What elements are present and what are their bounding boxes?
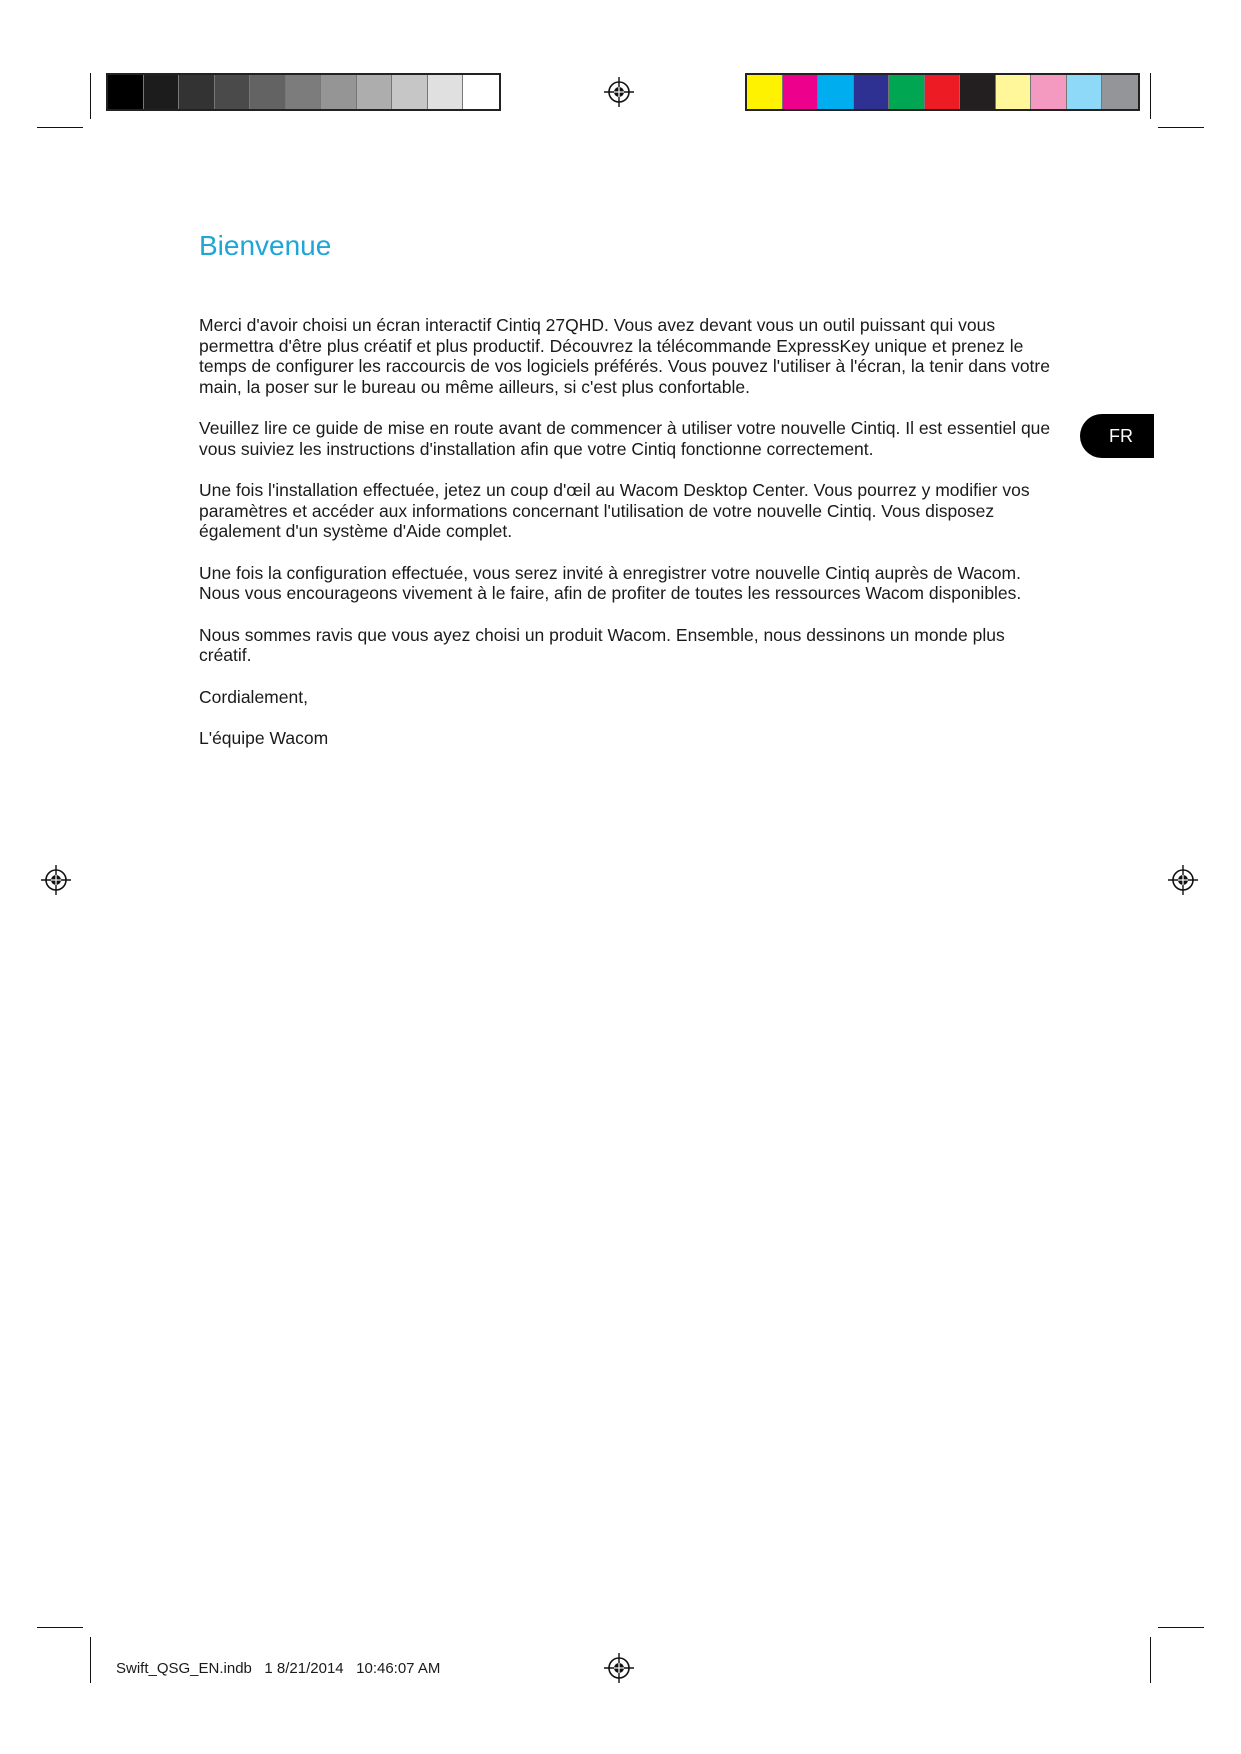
color-swatch [854, 75, 890, 109]
color-swatch [925, 75, 961, 109]
crop-mark [37, 127, 83, 128]
crop-mark [1150, 1637, 1151, 1683]
gray-swatch [144, 75, 180, 109]
gray-swatch [108, 75, 144, 109]
color-swatch [889, 75, 925, 109]
color-swatch [1102, 75, 1138, 109]
registration-target-icon [1167, 864, 1199, 896]
gray-swatch [357, 75, 393, 109]
gray-swatch [321, 75, 357, 109]
body-text [199, 315, 1059, 770]
gray-swatch [250, 75, 286, 109]
paragraph: Merci d'avoir choisi un écran interactif Cintiq 27QHD. Vous avez devant vous un outil puissant qui vous permettra d'être plus créatif et plus productif. Découvrez la télécommande ExpressKey unique et prenez le temps de configurer les raccourcis de vos logiciels préférés. Vous pouvez l'utiliser à l'écran, la tenir dans votre main, la poser sur le bureau ou même ailleurs, si c'est plus confortable. [199, 315, 1050, 397]
color-swatch [747, 75, 783, 109]
crop-mark [1150, 73, 1151, 119]
paragraph: Une fois l'installation effectuée, jetez un coup d'œil au Wacom Desktop Center. Vous pourrez y modifier vos paramètres et accéder aux informations concernant l'utilisation de votre nouvelle Cintiq. Vous disposez également d'un système d'Aide complet. [199, 480, 1030, 541]
paragraph: Nous sommes ravis que vous ayez choisi un produit Wacom. Ensemble, nous dessinons un monde plus créatif. [199, 624, 1005, 665]
crop-mark [90, 73, 91, 119]
color-swatch [996, 75, 1032, 109]
registration-target-icon [603, 76, 635, 108]
paragraph: Une fois la configuration effectuée, vous serez invité à enregistrer votre nouvelle Cintiq auprès de Wacom. Nous vous encourageons vivement à le faire, afin de profiter de toutes les ressources Wacom disponibles. [199, 562, 1022, 603]
registration-target-icon [40, 864, 72, 896]
crop-mark [1158, 127, 1204, 128]
color-swatch [960, 75, 996, 109]
gray-swatch [179, 75, 215, 109]
paragraph: Veuillez lire ce guide de mise en route avant de commencer à utiliser votre nouvelle Cintiq. Il est essentiel que vous suiviez les instructions d'installation afin que votre Cintiq fonctionne correctement. [199, 418, 1051, 459]
crop-mark [1158, 1627, 1204, 1628]
gray-swatch [463, 75, 499, 109]
color-swatch [818, 75, 854, 109]
grayscale-bar [106, 73, 501, 111]
signature: L'équipe Wacom [199, 728, 329, 748]
gray-swatch [286, 75, 322, 109]
color-swatch [1067, 75, 1103, 109]
closing: Cordialement, [199, 686, 308, 707]
crop-mark [37, 1627, 83, 1628]
page-title: Bienvenue [199, 230, 332, 261]
gray-swatch [392, 75, 428, 109]
language-tab: FR [1080, 414, 1154, 458]
footer-slug: Swift_QSG_EN.indb 1 8/21/2014 10:46:07 AM [116, 1660, 441, 1677]
crop-mark [90, 1637, 91, 1683]
gray-swatch [428, 75, 464, 109]
color-bar [745, 73, 1140, 111]
color-swatch [783, 75, 819, 109]
registration-target-icon [603, 1652, 635, 1684]
gray-swatch [215, 75, 251, 109]
color-swatch [1031, 75, 1067, 109]
